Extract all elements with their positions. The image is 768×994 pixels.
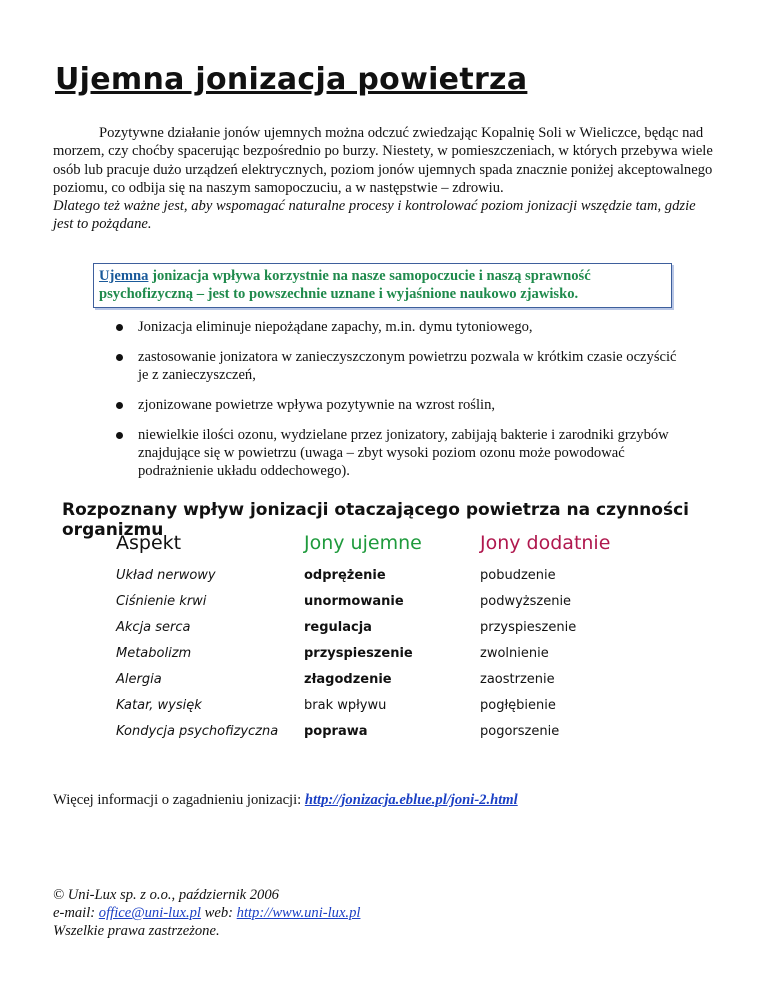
copyright-text: © Uni-Lux sp. z o.o., październik 2006 <box>53 887 279 903</box>
header-jony-dodatnie: Jony dodatnie <box>480 532 611 554</box>
intro-paragraph: Pozytywne działanie jonów ujemnych można odczuć zwiedzając Kopalnię Soli w Wieliczce, będąc nad morzem, czy choćby spacerując bezpośrednio po burzy. Niestety, w pomieszczeniach, w których przebywa wiele osób lub pracuje dużo urządzeń elektrycznych, poziom jonów ujemnych spada znacznie poniżej akceptowalnego poziomu, co odbija się na naszym samopoczuciu, a w następstwie – zdrowiu. <box>53 125 713 196</box>
highlight-box <box>93 263 672 308</box>
table-header-row <box>108 526 650 562</box>
more-info-link[interactable]: http://jonizacja.eblue.pl/joni-2.html <box>304 792 518 808</box>
ionization-table <box>108 526 650 744</box>
email-label: e-mail: <box>53 905 99 921</box>
cell-ujemne: poprawa <box>304 723 368 739</box>
cell-dodatnie: zwolnienie <box>480 645 549 661</box>
bullet-icon <box>116 324 123 331</box>
bullet-icon <box>116 402 123 409</box>
page-title: Ujemna jonizacja powietrza <box>55 62 528 97</box>
cell-aspekt: Katar, wysięk <box>116 697 202 713</box>
more-info <box>53 792 518 809</box>
table-row <box>108 588 650 614</box>
highlight-underlined-word: Ujemna <box>99 268 149 284</box>
rights-text: Wszelkie prawa zastrzeżone. <box>53 923 220 939</box>
cell-dodatnie: pogłębienie <box>480 697 556 713</box>
table-row <box>108 614 650 640</box>
cell-dodatnie: zaostrzenie <box>480 671 555 687</box>
cell-dodatnie: pogorszenie <box>480 723 560 739</box>
benefits-list <box>115 318 690 492</box>
cell-aspekt: Alergia <box>116 671 162 687</box>
header-jony-ujemne: Jony ujemne <box>304 532 422 554</box>
list-item: Jonizacja eliminuje niepożądane zapachy, m.in. dymu tytoniowego, <box>115 318 690 336</box>
cell-aspekt: Akcja serca <box>116 619 191 635</box>
cell-ujemne: odprężenie <box>304 567 386 583</box>
highlight-text: jonizacja wpływa korzystnie na nasze samopoczucie i naszą sprawność psychofizyczną – jest to powszechnie uznane i wyjaśnione naukowo zjawisko. <box>99 268 591 302</box>
intro-section <box>53 124 713 234</box>
table-row <box>108 666 650 692</box>
table-row <box>108 718 650 744</box>
table-row <box>108 692 650 718</box>
cell-dodatnie: pobudzenie <box>480 567 556 583</box>
cell-dodatnie: przyspieszenie <box>480 619 577 635</box>
cell-aspekt: Ciśnienie krwi <box>116 593 207 609</box>
cell-ujemne: złagodzenie <box>304 671 392 687</box>
bullet-icon <box>116 432 123 439</box>
list-item: zjonizowane powietrze wpływa pozytywnie na wzrost roślin, <box>115 396 690 414</box>
cell-ujemne: unormowanie <box>304 593 404 609</box>
cell-aspekt: Układ nerwowy <box>116 567 216 583</box>
table-row <box>108 562 650 588</box>
cell-ujemne: przyspieszenie <box>304 645 413 661</box>
cell-ujemne: brak wpływu <box>304 697 387 713</box>
web-label: web: <box>200 905 237 921</box>
bullet-icon <box>116 354 123 361</box>
list-item: niewielkie ilości ozonu, wydzielane przez jonizatory, zabijają bakterie i zarodniki grzybów znajdujące się w powietrzu (uwaga – zbyt wysoki poziom ozonu może powodować podrażnienie układu oddechowego). <box>115 426 690 480</box>
table-row <box>108 640 650 666</box>
cell-aspekt: Metabolizm <box>116 645 192 661</box>
table-title: Rozpoznany wpływ jonizacji otaczającego powietrza na czynności organizmu <box>62 500 689 540</box>
footer <box>53 886 360 940</box>
cell-ujemne: regulacja <box>304 619 372 635</box>
intro-italic-note: Dlatego też ważne jest, aby wspomagać naturalne procesy i kontrolować poziom jonizacji wszędzie tam, gdzie jest to pożądane. <box>53 198 696 233</box>
cell-dodatnie: podwyższenie <box>480 593 572 609</box>
web-link[interactable]: http://www.uni-lux.pl <box>236 905 361 921</box>
email-link[interactable]: office@uni-lux.pl <box>98 905 201 921</box>
more-info-label: Więcej informacji o zagadnieniu jonizacji: <box>53 792 305 808</box>
header-aspekt: Aspekt <box>116 532 182 554</box>
list-item: zastosowanie jonizatora w zanieczyszczonym powietrzu pozwala w krótkim czasie oczyścić je z zanieczyszczeń, <box>115 348 690 384</box>
cell-aspekt: Kondycja psychofizyczna <box>116 723 279 739</box>
